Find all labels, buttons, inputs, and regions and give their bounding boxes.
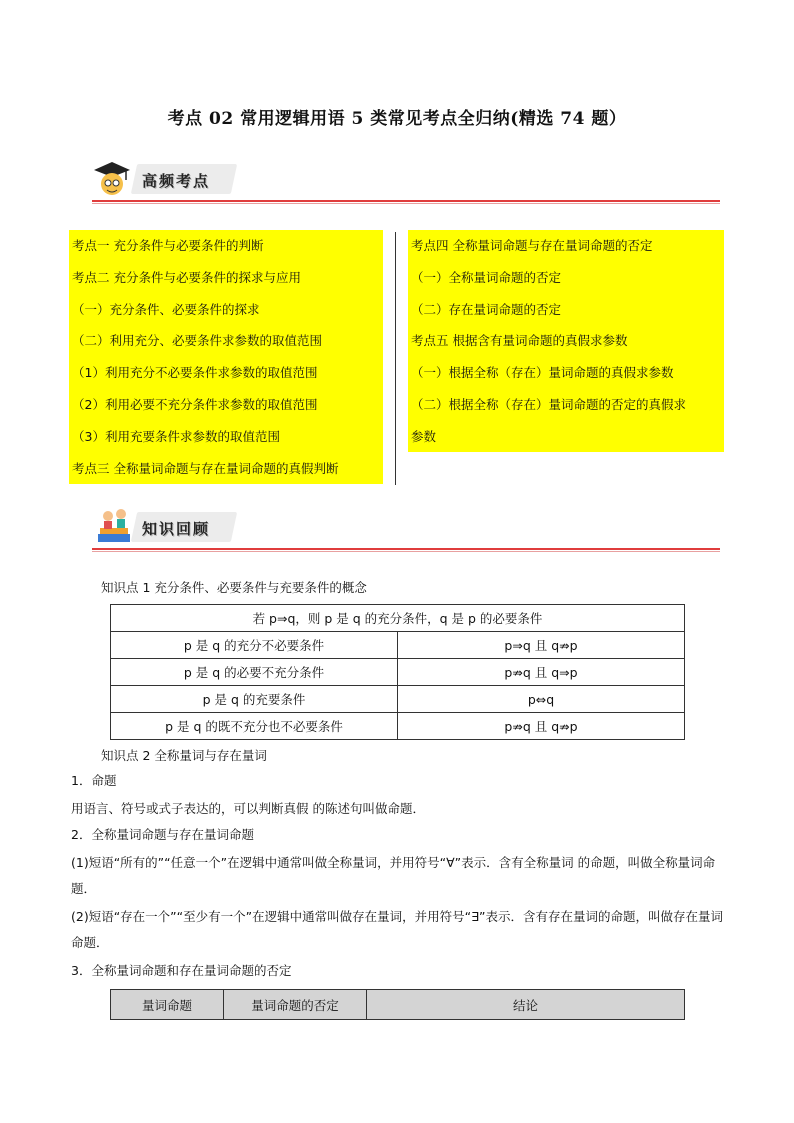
section-banner-knowledge-review bbox=[92, 508, 720, 552]
topic-item: 考点五 根据含有量词命题的真假求参数 bbox=[411, 333, 628, 349]
topic-item: （1）利用充分不必要条件求参数的取值范围 bbox=[72, 365, 318, 381]
topic-list-left bbox=[69, 230, 383, 484]
topic-item: （一）根据全称（存在）量词命题的真假求参数 bbox=[411, 365, 674, 381]
paragraph: (2)短语“存在一个”“至少有一个”在逻辑中通常叫做存在量词，并用符号“∃”表示．含有存在量词的命题，叫做存在量词命题． bbox=[71, 909, 723, 950]
topic-item: （二）存在量词命题的否定 bbox=[411, 301, 562, 317]
table-header-cell: 结论 bbox=[367, 990, 685, 1020]
table-cell: p⇔q bbox=[398, 686, 685, 713]
topic-item: （2）利用必要不充分条件求参数的取值范围 bbox=[72, 396, 318, 412]
topic-item: （二）根据全称（存在）量词命题的否定的真假求 bbox=[411, 396, 687, 412]
section-heading: 2．全称量词命题与存在量词命题 bbox=[71, 827, 254, 842]
banner-label: 知识回顾 bbox=[142, 520, 211, 538]
students-books-icon bbox=[94, 504, 134, 548]
table-cell: p⇒q 且 q⇏p bbox=[398, 632, 685, 659]
column-divider bbox=[395, 232, 396, 485]
topic-item: 考点三 全称量词命题与存在量词命题的真假判断 bbox=[72, 460, 339, 476]
page-title: 考点 02 常用逻辑用语 5 类常见考点全归纳(精选 74 题） bbox=[167, 109, 627, 129]
section-heading: 3．全称量词命题和存在量词命题的否定 bbox=[71, 963, 292, 978]
table-header-row bbox=[111, 990, 685, 1020]
topic-item: 参数 bbox=[411, 428, 437, 444]
table-row bbox=[111, 659, 685, 686]
table-cell: p 是 q 的必要不充分条件 bbox=[111, 659, 398, 686]
table-header: 若 p⇒q，则 p 是 q 的充分条件，q 是 p 的必要条件 bbox=[111, 605, 685, 632]
topic-item: （一）充分条件、必要条件的探求 bbox=[72, 301, 260, 317]
paragraph: 用语言、符号或式子表达的，可以判断真假 的陈述句叫做命题． bbox=[71, 801, 425, 816]
topic-item: 考点一 充分条件与必要条件的判断 bbox=[72, 238, 264, 253]
section-heading: 1．命题 bbox=[71, 773, 117, 788]
banner-label: 高频考点 bbox=[142, 172, 211, 190]
knowledge-point-heading: 知识点 2 全称量词与存在量词 bbox=[101, 748, 267, 763]
table-row bbox=[111, 686, 685, 713]
topic-item: 考点四 全称量词命题与存在量词命题的否定 bbox=[411, 238, 653, 253]
table-cell: p⇏q 且 q⇏p bbox=[398, 713, 685, 740]
topic-item: 考点二 充分条件与必要条件的探求与应用 bbox=[72, 269, 301, 285]
table-cell: p⇏q 且 q⇒p bbox=[398, 659, 685, 686]
conditions-table bbox=[110, 604, 685, 740]
table-row bbox=[111, 713, 685, 740]
topic-item: （二）利用充分、必要条件求参数的取值范围 bbox=[72, 333, 323, 349]
topic-list-right bbox=[408, 230, 724, 452]
section-banner-high-frequency bbox=[92, 160, 720, 204]
table-cell: p 是 q 的充要条件 bbox=[111, 686, 398, 713]
paragraph: (1)短语“所有的”“任意一个”在逻辑中通常叫做全称量词，并用符号“∀”表示．含有全称量词 的命题，叫做全称量词命题． bbox=[71, 855, 716, 896]
table-header-cell: 量词命题 bbox=[111, 990, 224, 1020]
table-cell: p 是 q 的既不充分也不必要条件 bbox=[111, 713, 398, 740]
negation-table bbox=[110, 989, 685, 1020]
graduate-mascot-icon bbox=[92, 160, 132, 200]
topic-item: （3）利用充要条件求参数的取值范围 bbox=[72, 428, 280, 444]
table-cell: p 是 q 的充分不必要条件 bbox=[111, 632, 398, 659]
table-row bbox=[111, 632, 685, 659]
knowledge-point-heading: 知识点 1 充分条件、必要条件与充要条件的概念 bbox=[101, 580, 367, 595]
table-header-cell: 量词命题的否定 bbox=[224, 990, 367, 1020]
topic-item: （一）全称量词命题的否定 bbox=[411, 269, 562, 285]
